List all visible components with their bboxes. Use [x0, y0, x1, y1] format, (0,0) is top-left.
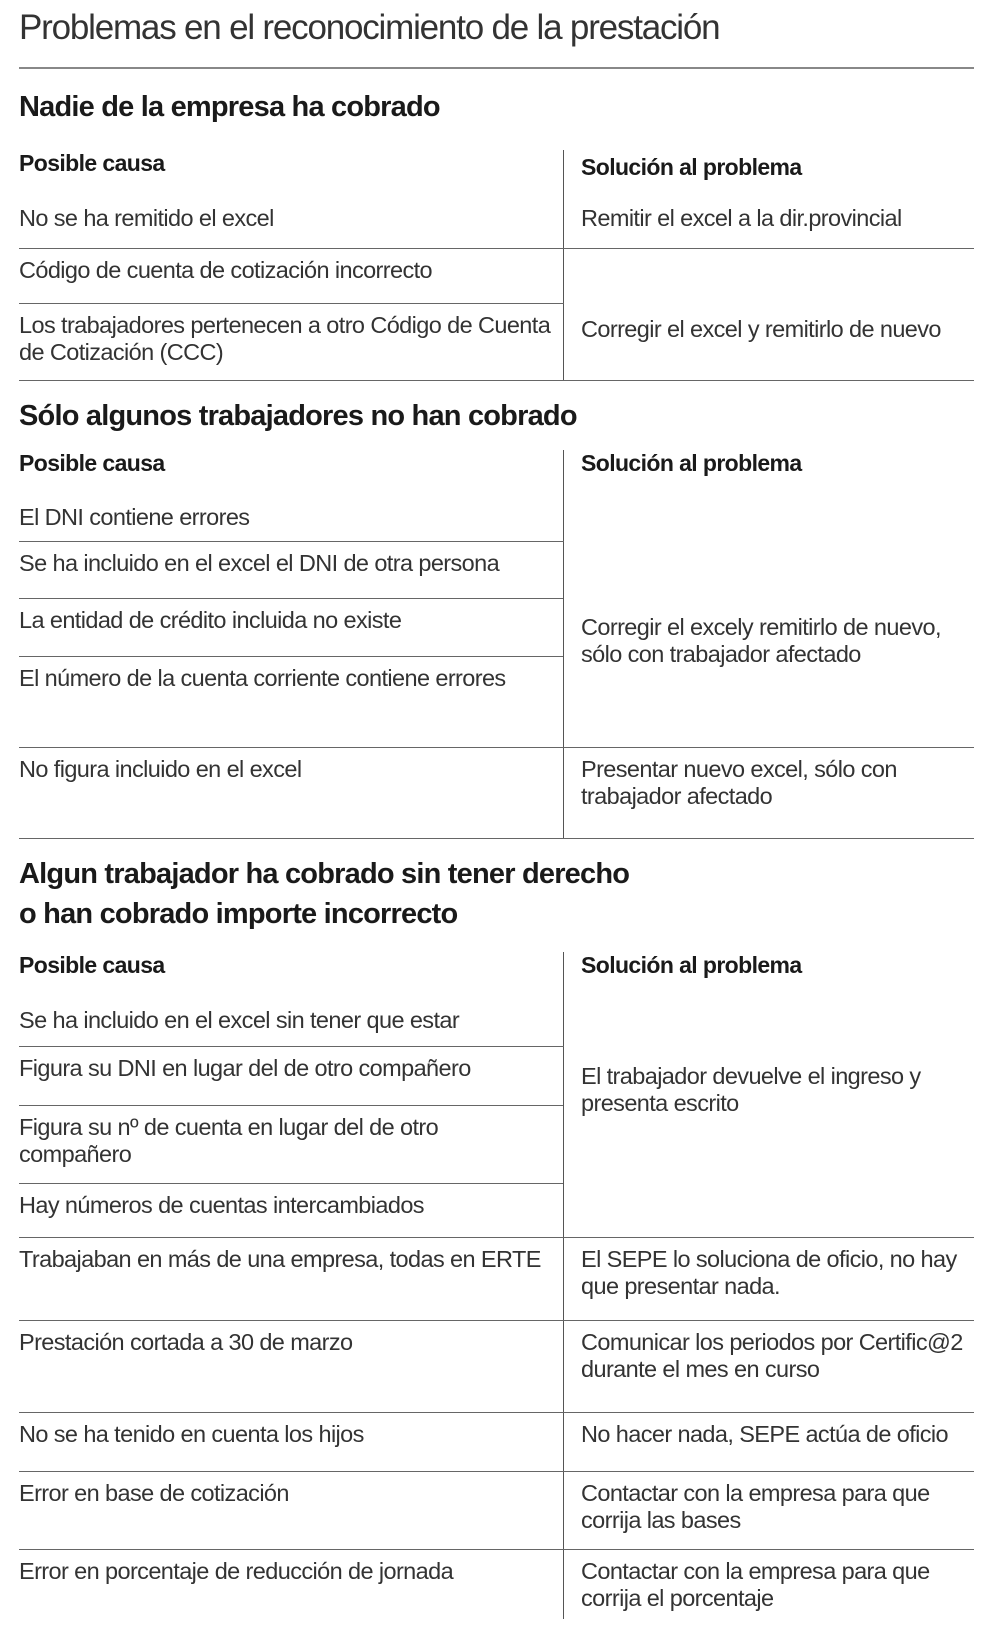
solution-header: Solución al problema [564, 150, 975, 197]
section-heading: Nadie de la empresa ha cobrado [19, 91, 440, 123]
problem-table [19, 450, 974, 839]
section-heading: Algun trabajador ha cobrado sin tener derecho o han cobrado importe incorrecto [19, 858, 630, 930]
solution-cell: Contactar con la empresa para que corrija el porcentaje [564, 1549, 975, 1619]
cause-cell: No se ha remitido el excel [19, 197, 564, 248]
cause-cell: Se ha incluido en el excel el DNI de otra persona [19, 541, 564, 598]
solution-cell: Contactar con la empresa para que corrija las bases [564, 1471, 975, 1549]
title-divider [19, 67, 974, 69]
cause-cell: Figura su nº de cuenta en lugar del de otro compañero [19, 1105, 564, 1183]
cause-cell: Figura su DNI en lugar del de otro compañero [19, 1046, 564, 1105]
page-title: Problemas en el reconocimiento de la prestación [19, 8, 720, 47]
problem-table [19, 150, 974, 381]
solution-cell: Comunicar los periodos por Certific@2 durante el mes en curso [564, 1320, 975, 1412]
cause-cell: La entidad de crédito incluida no existe [19, 598, 564, 656]
solution-header: Solución al problema [564, 952, 975, 999]
solution-header: Solución al problema [564, 450, 975, 496]
cause-cell: Se ha incluido en el excel sin tener que estar [19, 999, 564, 1046]
cause-cell: El número de la cuenta corriente contiene errores [19, 656, 564, 747]
cause-header: Posible causa [19, 150, 165, 176]
solution-cell: El trabajador devuelve el ingreso y presenta escrito [564, 999, 975, 1237]
solution-cell: No hacer nada, SEPE actúa de oficio [564, 1412, 975, 1471]
cause-cell: Error en porcentaje de reducción de jornada [19, 1557, 454, 1584]
section-heading: Sólo algunos trabajadores no han cobrado [19, 400, 577, 432]
cause-cell: No se ha tenido en cuenta los hijos [19, 1412, 564, 1471]
solution-cell: Corregir el excel y remitirlo de nuevo [564, 248, 975, 380]
problem-table [19, 952, 974, 1619]
cause-header: Posible causa [19, 952, 165, 978]
solution-cell: Presentar nuevo excel, sólo con trabajador afectado [564, 747, 975, 838]
solution-cell: El SEPE lo soluciona de oficio, no hay que presentar nada. [564, 1237, 975, 1320]
cause-header: Posible causa [19, 450, 165, 476]
cause-cell: Código de cuenta de cotización incorrecto [19, 248, 564, 303]
cause-cell: Trabajaban en más de una empresa, todas en ERTE [19, 1237, 564, 1320]
cause-cell: El DNI contiene errores [19, 496, 564, 541]
cause-cell: Prestación cortada a 30 de marzo [19, 1320, 564, 1412]
cause-cell: Los trabajadores pertenecen a otro Código de Cuenta de Cotización (CCC) [19, 303, 564, 380]
solution-cell: Corregir el excely remitirlo de nuevo, sólo con trabajador afectado [564, 496, 975, 747]
cause-cell: Error en base de cotización [19, 1471, 564, 1549]
cause-cell: Hay números de cuentas intercambiados [19, 1183, 564, 1237]
cause-cell: No figura incluido en el excel [19, 747, 564, 838]
solution-cell: Remitir el excel a la dir.provincial [564, 197, 975, 248]
